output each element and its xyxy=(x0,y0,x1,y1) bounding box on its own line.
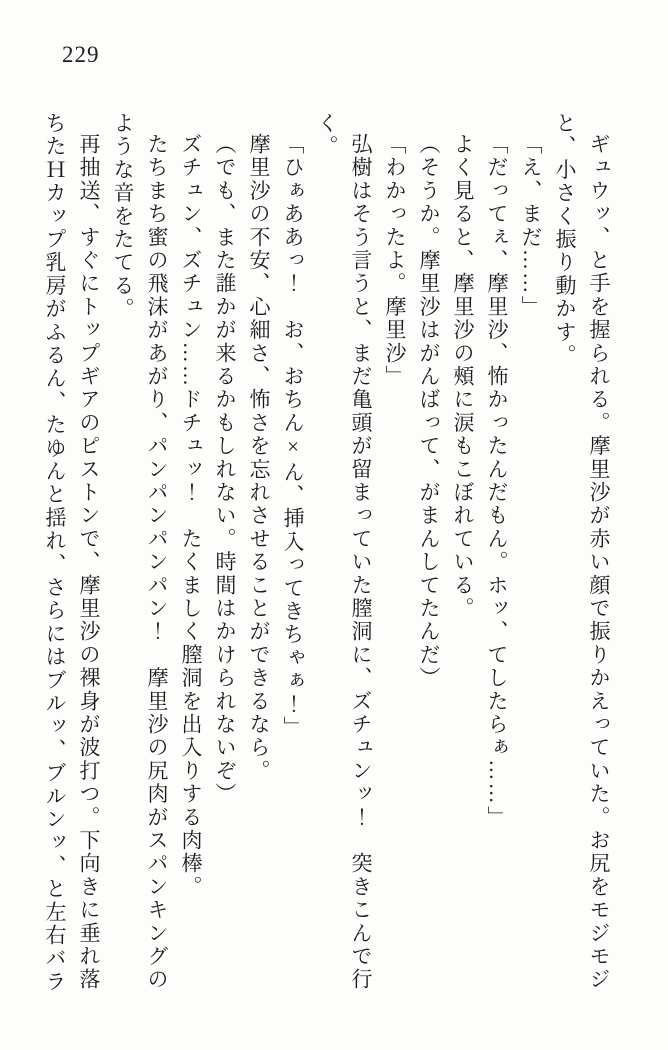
paragraph: （そうか。摩里沙はがんばって、がまんしてたんだ） xyxy=(417,133,441,690)
paragraph: よく見ると、摩里沙の頰に涙もこぼれている。 xyxy=(451,133,475,621)
paragraph: 「だってぇ、摩里沙、怖かったんだもん。ホッ、てしたらぁ……」 xyxy=(485,133,509,829)
paragraph: ズチュン、ズチュン……ドチュッ！ たくましく膣洞を出入りする肉棒。 xyxy=(179,133,203,899)
paragraph: 摩里沙の不安、心細さ、怖さを忘れさせることができるなら。 xyxy=(247,133,271,783)
paragraph: たちまち蜜の飛沫があがり、パンパンパンパン！ 摩里沙の尻肉がスパンキングのような音をたてる。 xyxy=(111,112,169,992)
paragraph: 再抽送、すぐにトップギアのピストンで、摩里沙の裸身が波打つ。下向きに垂れ落ちたＨカップ乳房がふるん、たゆんと揺れ、さらにはブルッ、ブルンッ、と左右バラ xyxy=(43,112,101,994)
page-number: 229 xyxy=(62,42,100,67)
paragraph: 弘樹はそう言うと、まだ亀頭が留まっていた膣洞に、ズチュンッ！ 突きこんで行く。 xyxy=(315,112,373,992)
paragraph: （でも、また誰かが来るかもしれない。時間はかけられないぞ） xyxy=(213,133,237,806)
paragraph: ギュウッ、と手を握られる。摩里沙が赤い顔で振りかえっていた。お尻をモジモジと、小さく振り動かす。 xyxy=(553,112,611,992)
page-text xyxy=(32,112,616,1004)
paragraph: 「え、まだ……」 xyxy=(519,133,543,319)
paragraph: 「ひぁああっ！ お、おちん×ん、挿入ってきちゃぁ！」 xyxy=(281,133,305,740)
paragraph: 「わかったよ。摩里沙」 xyxy=(383,133,407,389)
